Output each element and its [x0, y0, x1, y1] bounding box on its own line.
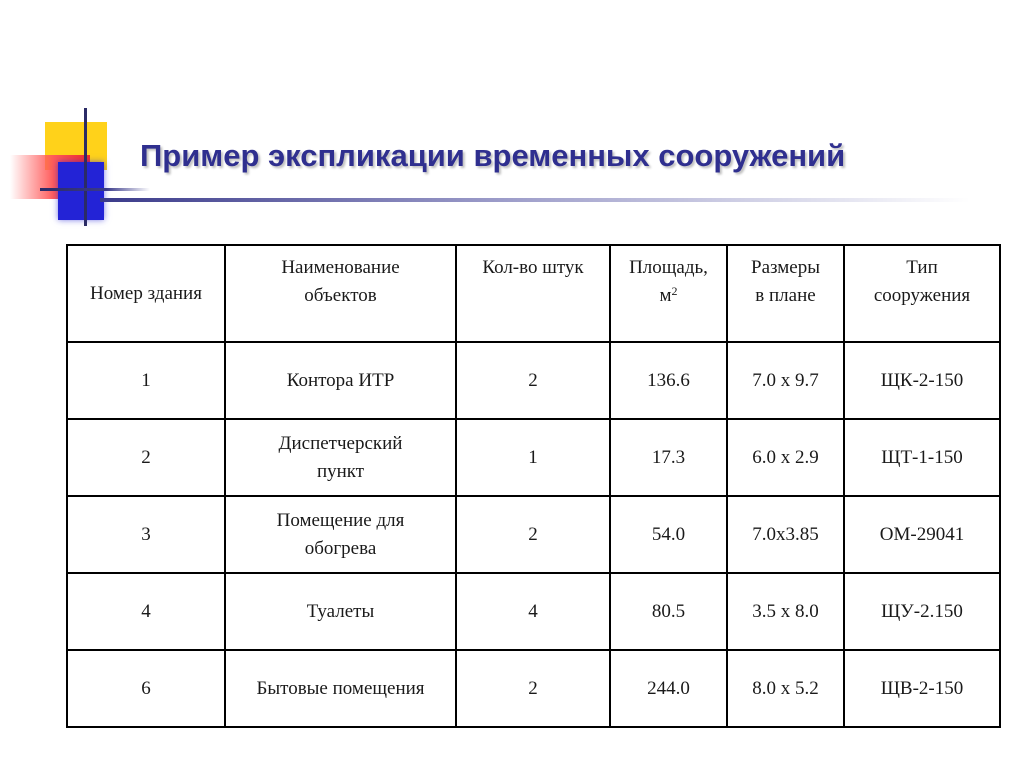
cell-size: 6.0 x 2.9	[727, 419, 844, 496]
cell-type: ОМ-29041	[844, 496, 1000, 573]
blue-square-shape	[58, 162, 104, 220]
header-count: Кол-во штук	[456, 245, 610, 342]
vertical-line-shape	[84, 108, 87, 226]
header-type-line2: сооружения	[873, 284, 971, 306]
header-area-unit: м	[659, 284, 672, 306]
title-underline	[100, 198, 970, 202]
header-name-line2: объектов	[304, 284, 377, 306]
cell-name: Туалеты	[225, 573, 456, 650]
cell-area: 54.0	[610, 496, 727, 573]
cell-type: ЩК-2-150	[844, 342, 1000, 419]
cell-size: 3.5 x 8.0	[727, 573, 844, 650]
table-header-row	[67, 245, 1000, 342]
table-row	[67, 650, 1000, 727]
cell-number: 4	[67, 573, 225, 650]
cell-number: 3	[67, 496, 225, 573]
cell-count: 1	[456, 419, 610, 496]
cell-area: 136.6	[610, 342, 727, 419]
header-size-line1: Размеры	[751, 257, 820, 278]
horizontal-line-shape	[40, 188, 150, 191]
cell-type: ЩВ-2-150	[844, 650, 1000, 727]
cell-number: 6	[67, 650, 225, 727]
cell-size: 7.0 x 9.7	[727, 342, 844, 419]
header-size	[727, 245, 844, 342]
cell-size: 8.0 x 5.2	[727, 650, 844, 727]
header-name	[225, 245, 456, 342]
header-area-line1: Площадь,	[629, 257, 708, 278]
cell-area: 17.3	[610, 419, 727, 496]
cell-type: ЩУ-2.150	[844, 573, 1000, 650]
header-size-line2: в плане	[755, 284, 816, 306]
cell-count: 2	[456, 650, 610, 727]
cell-type: ЩТ-1-150	[844, 419, 1000, 496]
cell-area: 80.5	[610, 573, 727, 650]
header-area-unit-exponent: 2	[671, 283, 678, 298]
header-name-line1: Наименование	[281, 257, 400, 278]
cell-name: Бытовые помещения	[225, 650, 456, 727]
cell-count: 2	[456, 496, 610, 573]
decorative-logo	[0, 100, 150, 230]
header-area	[610, 245, 727, 342]
table-row	[67, 496, 1000, 573]
header-type	[844, 245, 1000, 342]
cell-name: Помещение для обогрева	[225, 496, 456, 573]
table-row	[67, 342, 1000, 419]
cell-number: 1	[67, 342, 225, 419]
slide-title: Пример экспликации временных сооружений	[140, 138, 846, 173]
cell-name: Контора ИТР	[225, 342, 456, 419]
header-number: Номер здания	[67, 245, 225, 342]
cell-area: 244.0	[610, 650, 727, 727]
header-type-line1: Тип	[906, 257, 938, 278]
explication-table	[66, 244, 1001, 728]
cell-size: 7.0x3.85	[727, 496, 844, 573]
cell-count: 4	[456, 573, 610, 650]
cell-number: 2	[67, 419, 225, 496]
table-row	[67, 573, 1000, 650]
cell-count: 2	[456, 342, 610, 419]
cell-name: Диспетчерский пункт	[225, 419, 456, 496]
table-row	[67, 419, 1000, 496]
